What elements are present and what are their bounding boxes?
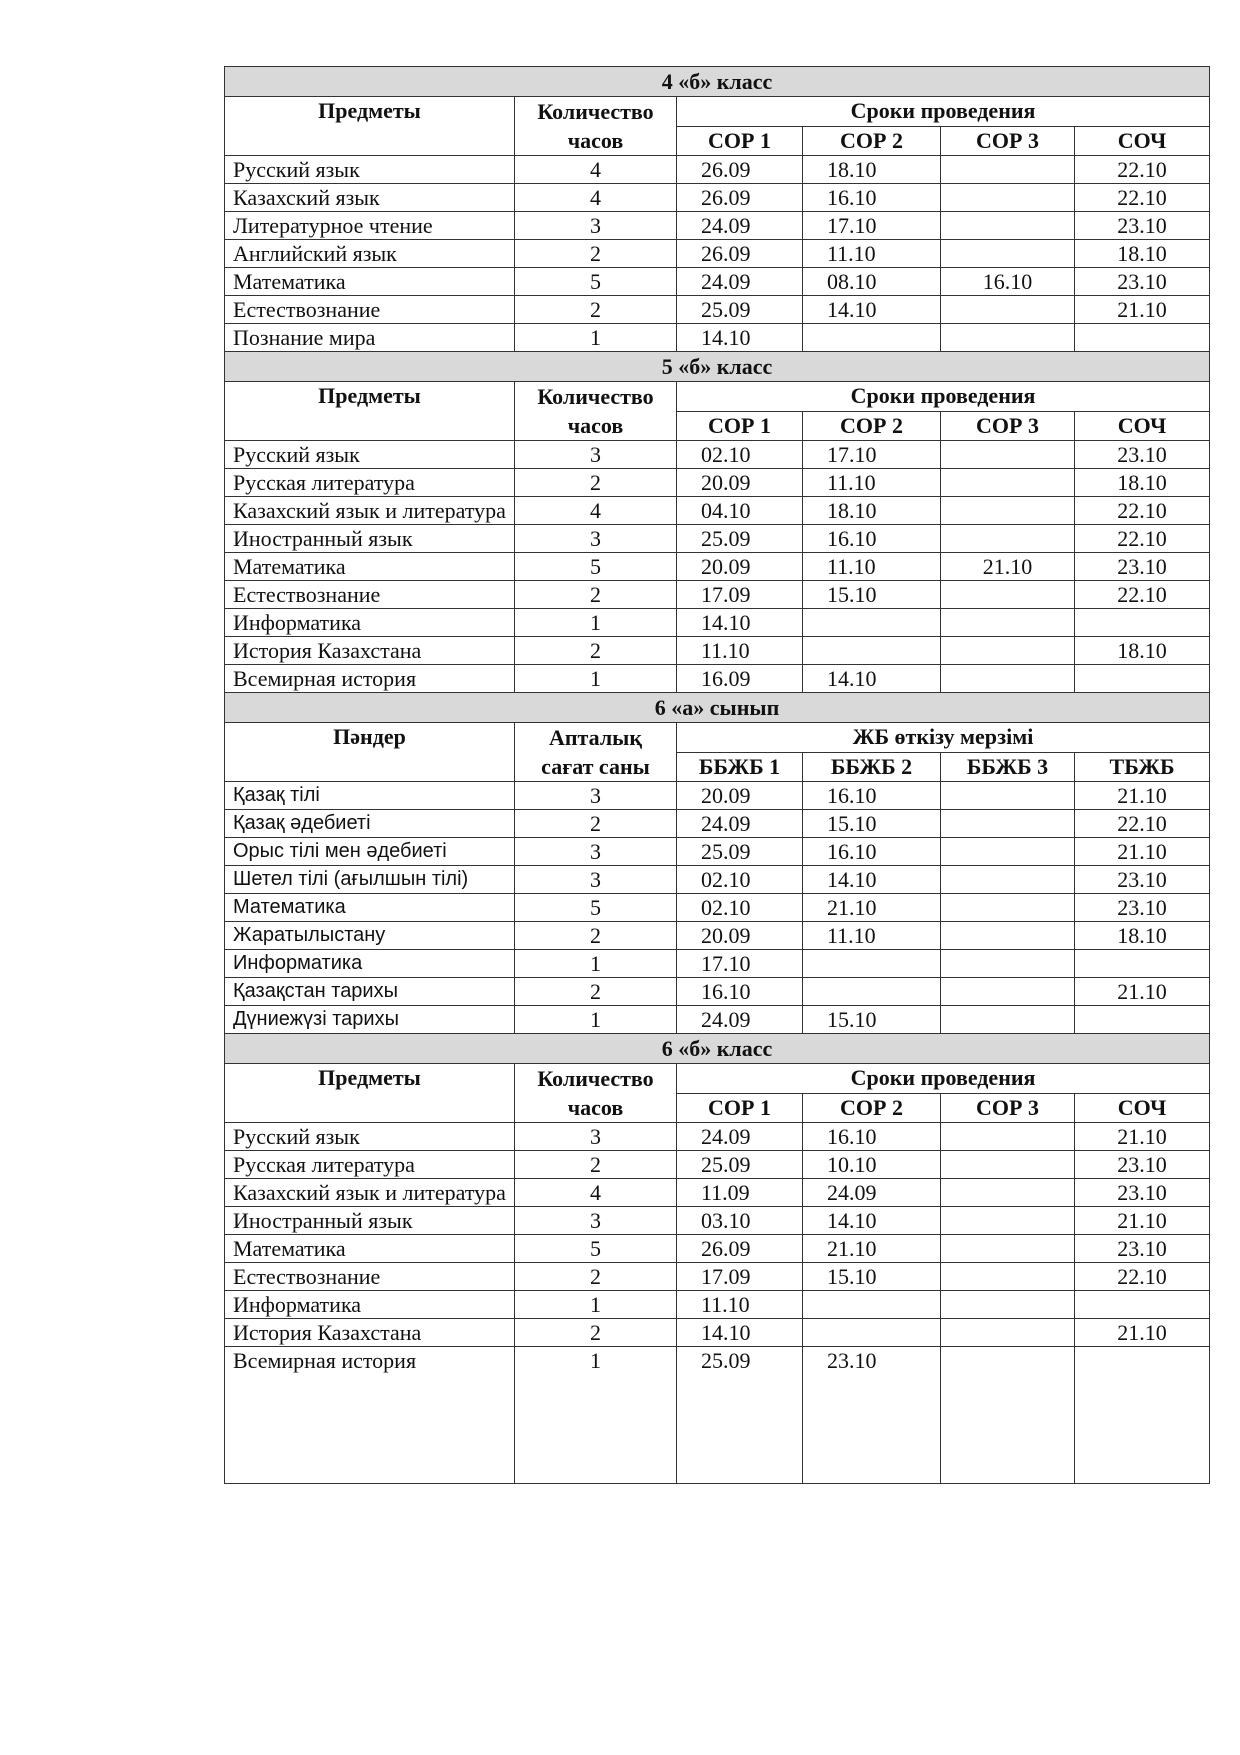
date-cell: 24.09 (677, 1006, 803, 1034)
table-row (225, 1179, 1210, 1207)
date-cell: 11.10 (677, 1291, 803, 1319)
subject-cell: Казахский язык и литература (225, 497, 515, 525)
date-cell (941, 212, 1075, 240)
date-cell: 21.10 (803, 1235, 941, 1263)
assessment-column-header: СОР 1 (677, 126, 803, 156)
table-row (225, 296, 1210, 324)
date-cell: 14.10 (803, 665, 941, 693)
header-row (225, 723, 1210, 753)
hours-cell: 3 (515, 525, 677, 553)
date-cell: 25.09 (677, 1347, 803, 1484)
table-row (225, 1207, 1210, 1235)
table-row (225, 525, 1210, 553)
date-cell: 26.09 (677, 184, 803, 212)
table-row (225, 1347, 1210, 1484)
date-cell (941, 950, 1075, 978)
hours-cell: 5 (515, 553, 677, 581)
subject-cell: Математика (225, 268, 515, 296)
assessment-column-header: СОЧ (1075, 1093, 1210, 1123)
date-cell: 26.09 (677, 240, 803, 268)
date-cell (941, 1235, 1075, 1263)
date-cell: 18.10 (1075, 637, 1210, 665)
table-row (225, 1151, 1210, 1179)
class-title: 6 «а» сынып (225, 693, 1210, 723)
date-cell: 22.10 (1075, 1263, 1210, 1291)
subjects-header: Пәндер (225, 723, 515, 782)
table-row (225, 1291, 1210, 1319)
date-cell: 18.10 (803, 156, 941, 184)
date-cell: 14.10 (803, 296, 941, 324)
date-cell: 11.09 (677, 1179, 803, 1207)
date-cell: 02.10 (677, 866, 803, 894)
date-cell: 22.10 (1075, 810, 1210, 838)
date-cell: 23.10 (1075, 1151, 1210, 1179)
date-cell (941, 1207, 1075, 1235)
hours-header: Апталық сағат саны (515, 723, 677, 782)
hours-cell: 3 (515, 782, 677, 810)
hours-header: Количество часов (515, 1064, 677, 1123)
date-cell (941, 838, 1075, 866)
date-cell (1075, 1291, 1210, 1319)
subject-cell: История Казахстана (225, 1319, 515, 1347)
date-cell: 16.10 (941, 268, 1075, 296)
assessment-column-header: СОР 1 (677, 411, 803, 441)
date-cell (941, 1179, 1075, 1207)
subject-cell: Иностранный язык (225, 525, 515, 553)
date-cell: 21.10 (1075, 782, 1210, 810)
subject-cell: Қазақстан тарихы (225, 978, 515, 1006)
date-cell: 03.10 (677, 1207, 803, 1235)
date-cell: 15.10 (803, 1006, 941, 1034)
assessment-column-header: СОР 2 (803, 411, 941, 441)
date-cell (941, 866, 1075, 894)
subject-cell: Шетел тілі (ағылшын тілі) (225, 866, 515, 894)
date-cell: 22.10 (1075, 497, 1210, 525)
date-cell: 21.10 (1075, 838, 1210, 866)
date-cell: 18.10 (1075, 469, 1210, 497)
date-cell: 23.10 (1075, 1235, 1210, 1263)
date-cell: 17.10 (677, 950, 803, 978)
hours-cell: 4 (515, 184, 677, 212)
date-cell (1075, 324, 1210, 352)
subject-cell: Русская литература (225, 1151, 515, 1179)
date-cell (941, 1151, 1075, 1179)
date-cell: 17.10 (803, 212, 941, 240)
class-title-row (225, 352, 1210, 382)
date-cell (1075, 1347, 1210, 1484)
hours-header: Количество часов (515, 382, 677, 441)
date-cell: 23.10 (1075, 212, 1210, 240)
date-cell: 16.10 (803, 525, 941, 553)
date-cell: 17.09 (677, 1263, 803, 1291)
date-cell (803, 1319, 941, 1347)
date-cell: 15.10 (803, 1263, 941, 1291)
date-cell (941, 525, 1075, 553)
date-cell: 25.09 (677, 838, 803, 866)
schedule-table-body (225, 67, 1210, 1484)
date-cell: 21.10 (803, 894, 941, 922)
date-cell (803, 324, 941, 352)
subject-cell: Иностранный язык (225, 1207, 515, 1235)
assessment-schedule-sheet (224, 66, 1209, 1484)
date-cell: 02.10 (677, 441, 803, 469)
table-row (225, 1263, 1210, 1291)
hours-cell: 1 (515, 1006, 677, 1034)
date-cell (941, 782, 1075, 810)
date-cell: 22.10 (1075, 525, 1210, 553)
date-cell: 22.10 (1075, 184, 1210, 212)
date-cell: 20.09 (677, 553, 803, 581)
date-cell: 16.10 (803, 184, 941, 212)
date-cell: 11.10 (677, 637, 803, 665)
hours-cell: 2 (515, 637, 677, 665)
date-cell (803, 609, 941, 637)
period-header: Сроки проведения (677, 97, 1210, 127)
date-cell (941, 1319, 1075, 1347)
subjects-header: Предметы (225, 97, 515, 156)
hours-cell: 3 (515, 441, 677, 469)
subject-cell: Информатика (225, 609, 515, 637)
hours-cell: 2 (515, 1151, 677, 1179)
date-cell: 23.10 (803, 1347, 941, 1484)
date-cell (941, 894, 1075, 922)
date-cell: 21.10 (1075, 978, 1210, 1006)
subject-cell: Информатика (225, 950, 515, 978)
table-row (225, 581, 1210, 609)
hours-cell: 2 (515, 922, 677, 950)
hours-cell: 2 (515, 978, 677, 1006)
date-cell: 25.09 (677, 1151, 803, 1179)
table-row (225, 894, 1210, 922)
date-cell: 20.09 (677, 782, 803, 810)
date-cell (941, 1291, 1075, 1319)
date-cell: 21.10 (1075, 296, 1210, 324)
date-cell: 14.10 (803, 1207, 941, 1235)
hours-cell: 1 (515, 1347, 677, 1484)
date-cell (1075, 665, 1210, 693)
date-cell (941, 1347, 1075, 1484)
hours-cell: 1 (515, 1291, 677, 1319)
date-cell (1075, 609, 1210, 637)
date-cell: 24.09 (677, 212, 803, 240)
subject-cell: Всемирная история (225, 1347, 515, 1484)
hours-cell: 2 (515, 810, 677, 838)
hours-header: Количество часов (515, 97, 677, 156)
assessment-column-header: ТБЖБ (1075, 752, 1210, 782)
date-cell: 04.10 (677, 497, 803, 525)
subject-cell: Жаратылыстану (225, 922, 515, 950)
date-cell: 18.10 (1075, 922, 1210, 950)
subject-cell: Литературное чтение (225, 212, 515, 240)
assessment-column-header: СОР 2 (803, 126, 941, 156)
date-cell: 18.10 (1075, 240, 1210, 268)
date-cell: 16.10 (803, 1123, 941, 1151)
date-cell (941, 469, 1075, 497)
date-cell (803, 1291, 941, 1319)
table-row (225, 782, 1210, 810)
subject-cell: Естествознание (225, 581, 515, 609)
date-cell: 14.10 (803, 866, 941, 894)
hours-cell: 4 (515, 497, 677, 525)
class-title: 6 «б» класс (225, 1034, 1210, 1064)
date-cell (941, 665, 1075, 693)
subject-cell: Русский язык (225, 441, 515, 469)
hours-cell: 2 (515, 581, 677, 609)
period-header: Сроки проведения (677, 1064, 1210, 1094)
date-cell (941, 609, 1075, 637)
hours-cell: 2 (515, 296, 677, 324)
date-cell (941, 978, 1075, 1006)
date-cell (941, 637, 1075, 665)
date-cell (941, 296, 1075, 324)
table-row (225, 810, 1210, 838)
date-cell: 24.09 (677, 810, 803, 838)
date-cell: 08.10 (803, 268, 941, 296)
hours-cell: 5 (515, 1235, 677, 1263)
hours-cell: 1 (515, 665, 677, 693)
table-row (225, 324, 1210, 352)
assessment-column-header: СОР 3 (941, 126, 1075, 156)
table-row (225, 469, 1210, 497)
date-cell: 20.09 (677, 922, 803, 950)
date-cell (1075, 1006, 1210, 1034)
date-cell: 17.09 (677, 581, 803, 609)
table-row (225, 838, 1210, 866)
date-cell: 11.10 (803, 469, 941, 497)
subject-cell: Естествознание (225, 296, 515, 324)
hours-cell: 5 (515, 894, 677, 922)
hours-cell: 4 (515, 1179, 677, 1207)
assessment-column-header: ББЖБ 2 (803, 752, 941, 782)
date-cell (941, 1006, 1075, 1034)
date-cell: 11.10 (803, 922, 941, 950)
date-cell: 15.10 (803, 810, 941, 838)
table-row (225, 212, 1210, 240)
date-cell: 23.10 (1075, 441, 1210, 469)
hours-cell: 2 (515, 1319, 677, 1347)
hours-cell: 3 (515, 1123, 677, 1151)
table-row (225, 497, 1210, 525)
period-header: ЖБ өткізу мерзімі (677, 723, 1210, 753)
assessment-column-header: СОР 3 (941, 1093, 1075, 1123)
date-cell (941, 1263, 1075, 1291)
date-cell: 24.09 (803, 1179, 941, 1207)
date-cell (1075, 950, 1210, 978)
subject-cell: Дүниежүзі тарихы (225, 1006, 515, 1034)
table-row (225, 1006, 1210, 1034)
date-cell: 21.10 (1075, 1207, 1210, 1235)
date-cell (941, 581, 1075, 609)
table-row (225, 156, 1210, 184)
table-row (225, 268, 1210, 296)
subject-cell: История Казахстана (225, 637, 515, 665)
table-row (225, 637, 1210, 665)
hours-cell: 1 (515, 950, 677, 978)
subjects-header: Предметы (225, 382, 515, 441)
date-cell: 23.10 (1075, 268, 1210, 296)
table-row (225, 922, 1210, 950)
date-cell: 22.10 (1075, 581, 1210, 609)
table-row (225, 866, 1210, 894)
subject-cell: Математика (225, 1235, 515, 1263)
date-cell (803, 978, 941, 1006)
assessment-column-header: СОР 2 (803, 1093, 941, 1123)
table-row (225, 950, 1210, 978)
table-row (225, 240, 1210, 268)
subject-cell: Русский язык (225, 1123, 515, 1151)
date-cell: 17.10 (803, 441, 941, 469)
table-row (225, 184, 1210, 212)
date-cell: 25.09 (677, 296, 803, 324)
date-cell: 23.10 (1075, 866, 1210, 894)
subject-cell: Естествознание (225, 1263, 515, 1291)
hours-cell: 1 (515, 609, 677, 637)
table-row (225, 553, 1210, 581)
subject-cell: Русский язык (225, 156, 515, 184)
subject-cell: Казахский язык (225, 184, 515, 212)
date-cell: 16.10 (677, 978, 803, 1006)
table-row (225, 609, 1210, 637)
subject-cell: Информатика (225, 1291, 515, 1319)
subjects-header: Предметы (225, 1064, 515, 1123)
date-cell: 24.09 (677, 268, 803, 296)
date-cell: 26.09 (677, 1235, 803, 1263)
date-cell: 22.10 (1075, 156, 1210, 184)
date-cell: 02.10 (677, 894, 803, 922)
date-cell: 16.10 (803, 782, 941, 810)
header-row (225, 97, 1210, 127)
subject-cell: Казахский язык и литература (225, 1179, 515, 1207)
date-cell: 21.10 (1075, 1123, 1210, 1151)
date-cell: 11.10 (803, 553, 941, 581)
schedule-table (224, 66, 1210, 1484)
table-row (225, 1235, 1210, 1263)
hours-cell: 3 (515, 866, 677, 894)
date-cell: 15.10 (803, 581, 941, 609)
date-cell (941, 240, 1075, 268)
date-cell: 11.10 (803, 240, 941, 268)
table-row (225, 1319, 1210, 1347)
assessment-column-header: СОЧ (1075, 126, 1210, 156)
assessment-column-header: ББЖБ 3 (941, 752, 1075, 782)
class-title-row (225, 67, 1210, 97)
date-cell (941, 441, 1075, 469)
class-title: 4 «б» класс (225, 67, 1210, 97)
hours-cell: 2 (515, 1263, 677, 1291)
date-cell (941, 810, 1075, 838)
date-cell: 21.10 (1075, 1319, 1210, 1347)
date-cell (803, 950, 941, 978)
date-cell: 25.09 (677, 525, 803, 553)
date-cell: 24.09 (677, 1123, 803, 1151)
date-cell: 16.09 (677, 665, 803, 693)
hours-cell: 1 (515, 324, 677, 352)
header-row (225, 382, 1210, 412)
date-cell: 23.10 (1075, 894, 1210, 922)
date-cell (941, 324, 1075, 352)
date-cell: 10.10 (803, 1151, 941, 1179)
subject-cell: Русская литература (225, 469, 515, 497)
hours-cell: 3 (515, 1207, 677, 1235)
date-cell: 18.10 (803, 497, 941, 525)
hours-cell: 5 (515, 268, 677, 296)
date-cell (941, 922, 1075, 950)
class-title-row (225, 693, 1210, 723)
date-cell (941, 156, 1075, 184)
subject-cell: Английский язык (225, 240, 515, 268)
date-cell (941, 1123, 1075, 1151)
date-cell: 26.09 (677, 156, 803, 184)
subject-cell: Қазақ тілі (225, 782, 515, 810)
date-cell: 23.10 (1075, 553, 1210, 581)
date-cell: 14.10 (677, 609, 803, 637)
table-row (225, 441, 1210, 469)
class-title-row (225, 1034, 1210, 1064)
date-cell (941, 497, 1075, 525)
class-title: 5 «б» класс (225, 352, 1210, 382)
date-cell: 23.10 (1075, 1179, 1210, 1207)
hours-cell: 2 (515, 240, 677, 268)
date-cell (803, 637, 941, 665)
hours-cell: 3 (515, 838, 677, 866)
assessment-column-header: СОЧ (1075, 411, 1210, 441)
hours-cell: 4 (515, 156, 677, 184)
subject-cell: Қазақ әдебиеті (225, 810, 515, 838)
date-cell: 21.10 (941, 553, 1075, 581)
subject-cell: Всемирная история (225, 665, 515, 693)
date-cell: 14.10 (677, 1319, 803, 1347)
hours-cell: 2 (515, 469, 677, 497)
assessment-column-header: СОР 3 (941, 411, 1075, 441)
date-cell: 14.10 (677, 324, 803, 352)
period-header: Сроки проведения (677, 382, 1210, 412)
table-row (225, 665, 1210, 693)
subject-cell: Математика (225, 553, 515, 581)
subject-cell: Познание мира (225, 324, 515, 352)
subject-cell: Математика (225, 894, 515, 922)
hours-cell: 3 (515, 212, 677, 240)
date-cell: 16.10 (803, 838, 941, 866)
table-row (225, 1123, 1210, 1151)
assessment-column-header: СОР 1 (677, 1093, 803, 1123)
subject-cell: Орыс тілі мен әдебиеті (225, 838, 515, 866)
assessment-column-header: ББЖБ 1 (677, 752, 803, 782)
date-cell: 20.09 (677, 469, 803, 497)
header-row (225, 1064, 1210, 1094)
table-row (225, 978, 1210, 1006)
date-cell (941, 184, 1075, 212)
